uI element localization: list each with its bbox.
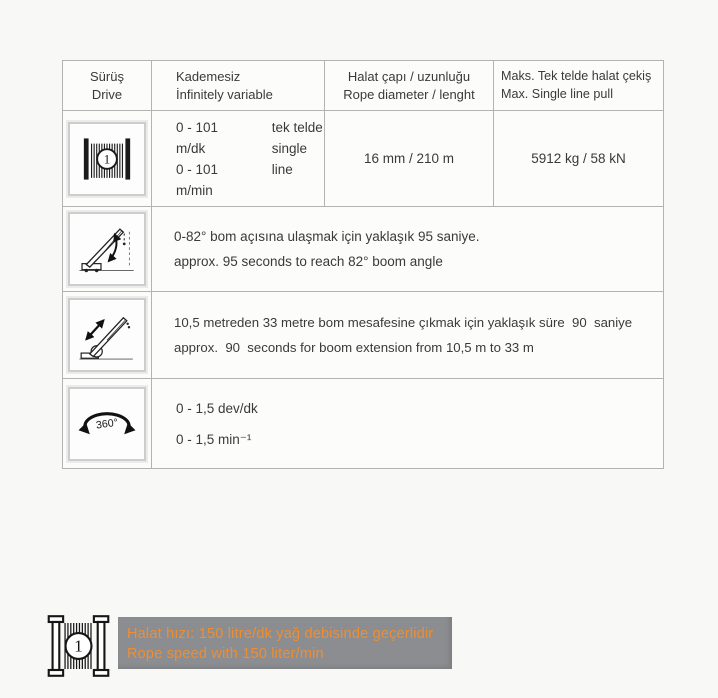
winch-drum-icon	[68, 122, 146, 196]
header-variable-en: İnfinitely variable	[176, 86, 273, 102]
spec-table	[62, 60, 664, 469]
header-drive-tr: Sürüş	[90, 69, 124, 84]
header-drive-en: Drive	[91, 86, 123, 102]
slewing-text-en: 0 - 1,5 min⁻¹	[176, 431, 252, 447]
table-header-row	[63, 61, 664, 111]
boom-angle-text-en: approx. 95 seconds to reach 82° boom angle	[174, 254, 443, 269]
header-drive	[63, 61, 152, 111]
crane-boom-extension-icon-svg	[76, 307, 138, 363]
winch-line-en: single line	[271, 140, 308, 177]
header-variable	[152, 61, 325, 111]
footer-winch-drum-icon	[42, 611, 115, 686]
boom-extension-text-tr: 10,5 metreden 33 metre bom mesafesine çıkmak için yaklaşık süre 90 saniye	[174, 315, 633, 330]
boom-angle-icon-cell	[63, 207, 152, 292]
header-rope	[325, 61, 494, 111]
winch-row	[63, 111, 664, 207]
slewing-text-cell	[152, 379, 664, 469]
boom-angle-text-cell	[152, 207, 664, 292]
boom-extension-text-cell	[152, 292, 664, 379]
footer-winch-number-label: 1	[74, 636, 83, 656]
boom-extension-text-en: approx. 90 seconds for boom extension from 10,5 m to 33 m	[174, 340, 534, 355]
rope-speed-note-banner	[118, 617, 452, 669]
pull-value: 5912 kg / 58 kN	[531, 151, 626, 166]
footer-winch-drum-icon-svg	[42, 611, 115, 681]
boom-angle-text-tr: 0-82° bom açısına ulaşmak için yaklaşık 95 saniye.	[174, 229, 480, 244]
winch-icon-cell	[63, 111, 152, 207]
rope-speed-note-tr: Halat hızı: 150 litre/dk yağ debisinde geçerlidir	[127, 626, 434, 642]
header-pull-tr: Maks. Tek telde halat çekiş	[501, 69, 652, 83]
winch-number-label: 1	[103, 151, 111, 166]
pull-value-cell	[494, 111, 664, 207]
header-rope-tr: Halat çapı / uzunluğu	[347, 69, 471, 84]
crane-boom-extension-icon	[68, 298, 146, 372]
rotation-360-icon-svg	[76, 401, 138, 447]
winch-speed-tr: 0 - 101 m/dk	[176, 119, 219, 156]
slewing-row	[63, 379, 664, 469]
header-pull-en: Max. Single line pull	[501, 86, 614, 101]
header-pull	[494, 61, 664, 111]
winch-speed-cell	[152, 111, 325, 207]
rope-speed-note-en: Rope speed with 150 liter/min	[127, 646, 324, 662]
rotation-360-label: 360°	[95, 416, 119, 432]
boom-extension-icon-cell	[63, 292, 152, 379]
header-rope-en: Rope diameter / lenght	[343, 86, 475, 102]
crane-boom-angle-icon	[68, 212, 146, 286]
crane-boom-angle-icon-svg	[76, 221, 138, 277]
winch-speed-en: 0 - 101 m/min	[176, 161, 219, 198]
winch-line-tr: tek telde	[271, 119, 323, 135]
rotation-360-icon	[68, 387, 146, 461]
rope-value-cell	[325, 111, 494, 207]
boom-angle-row	[63, 207, 664, 292]
slewing-icon-cell	[63, 379, 152, 469]
slewing-text-tr: 0 - 1,5 dev/dk	[176, 400, 258, 416]
boom-extension-row	[63, 292, 664, 379]
rope-value: 16 mm / 210 m	[363, 151, 455, 166]
winch-drum-icon-svg	[79, 135, 135, 183]
header-variable-tr: Kademesiz	[176, 69, 241, 84]
